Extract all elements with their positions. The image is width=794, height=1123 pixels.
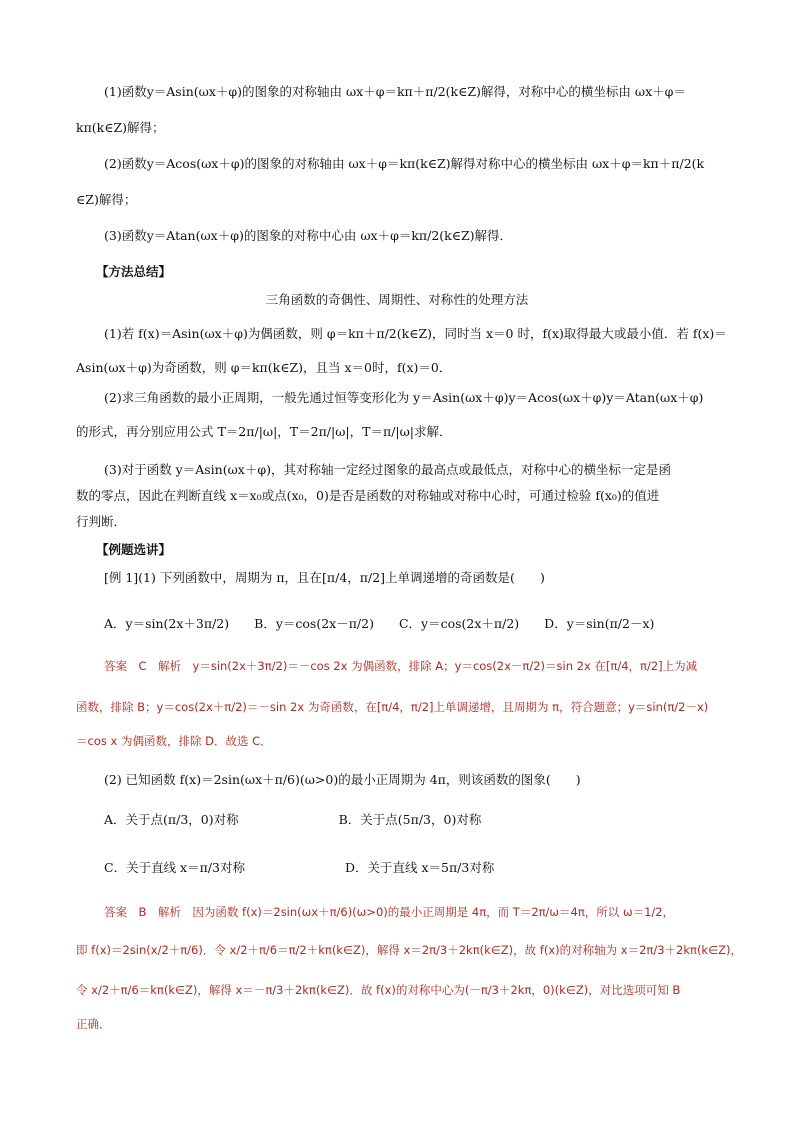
section-heading-method-summary: 【方法总结】 (96, 264, 172, 279)
example-2-answer-line3: 令 x/2＋π/6＝kπ(k∈Z)，解得 x＝－π/3＋2kπ(k∈Z)．故 f(x)的对称中心为(－π/3＋2kπ，0)(k∈Z)，对比选项可知 B (76, 983, 681, 997)
example-2-answer-line1: 答案 B 解析 因为函数 f(x)＝2sin(ωx＋π/6)(ω>0)的最小正周期是 4π，而 T＝2π/ω＝4π，所以 ω＝1/2， (104, 905, 675, 919)
example-2-answer-line2: 即 f(x)＝2sin(x/2＋π/6)．令 x/2＋π/6＝π/2＋kπ(k∈Z)，解得 x＝2π/3＋2kπ(k∈Z)，故 f(x)的对称轴为 x＝2π/3＋2kπ(k∈Z)， (76, 943, 742, 957)
method-item-3-line2: 数的零点，因此在判断直线 x＝x₀或点(x₀，0)是否是函数的对称轴或对称中心时，可通过检验 f(x₀)的值进 (76, 488, 660, 503)
example-1-answer-line3: ＝cos x 为偶函数，排除 D．故选 C． (76, 734, 272, 748)
example-2-answer-line4: 正确． (76, 1017, 111, 1031)
method-summary-title: 三角函数的奇偶性、周期性、对称性的处理方法 (265, 292, 529, 307)
example-1-options: A．y＝sin(2x＋3π/2) B．y＝cos(2x－π/2) C．y＝cos(2x＋π/2) D．y＝sin(π/2－x) (104, 616, 655, 631)
example-1-question: [例 1](1) 下列函数中，周期为 π，且在[π/4，π/2]上单调递增的奇函数是( ) (104, 570, 545, 585)
method-item-1-line2: Asin(ωx＋φ)为奇函数，则 φ＝kπ(k∈Z)，且当 x＝0时，f(x)＝0． (76, 360, 452, 375)
method-item-3-line3: 行判断． (76, 514, 127, 529)
paragraph-axis-sin-line2: kπ(k∈Z)解得； (76, 120, 165, 135)
example-1-answer-line2: 函数，排除 B；y＝cos(2x＋π/2)＝－sin 2x 为奇函数，在[π/4，π/2]上单调递增，且周期为 π，符合题意；y＝sin(π/2－x) (76, 700, 709, 714)
method-item-3-line1: (3)对于函数 y＝Asin(ωx＋φ)，其对称轴一定经过图象的最高点或最低点，对称中心的横坐标一定是函 (104, 462, 671, 477)
example-2-options-cd: C．关于直线 x＝π/3对称 D．关于直线 x＝5π/3对称 (104, 860, 495, 875)
method-item-2-line1: (2)求三角函数的最小正周期，一般先通过恒等变形化为 y＝Asin(ωx＋φ)y＝Acos(ωx＋φ)y＝Atan(ωx＋φ) (104, 390, 704, 405)
paragraph-axis-cos-line2: ∈Z)解得； (76, 192, 137, 207)
paragraph-axis-sin-line1: (1)函数y＝Asin(ωx＋φ)的图象的对称轴由 ωx＋φ＝kπ＋π/2(k∈Z)解得，对称中心的横坐标由 ωx＋φ＝ (104, 84, 686, 99)
method-item-1-line1: (1)若 f(x)＝Asin(ωx＋φ)为偶函数，则 φ＝kπ＋π/2(k∈Z)，同时当 x＝0 时，f(x)取得最大或最小值．若 f(x)＝ (104, 326, 727, 341)
paragraph-axis-cos-line1: (2)函数y＝Acos(ωx＋φ)的图象的对称轴由 ωx＋φ＝kπ(k∈Z)解得对称中心的横坐标由 ωx＋φ＝kπ＋π/2(k (104, 156, 705, 171)
paragraph-center-tan: (3)函数y＝Atan(ωx＋φ)的图象的对称中心由 ωx＋φ＝kπ/2(k∈Z)解得． (104, 228, 513, 243)
example-2-question: (2) 已知函数 f(x)＝2sin(ωx＋π/6)(ω>0)的最小正周期为 4π，则该函数的图象( ) (104, 772, 581, 787)
method-item-2-line2: 的形式，再分别应用公式 T＝2π/|ω|，T＝2π/|ω|，T＝π/|ω|求解． (76, 424, 452, 439)
section-heading-examples: 【例题选讲】 (96, 542, 172, 557)
example-2-options-ab: A．关于点(π/3，0)对称 B．关于点(5π/3，0)对称 (104, 812, 482, 827)
example-1-answer-line1: 答案 C 解析 y＝sin(2x＋3π/2)＝－cos 2x 为偶函数，排除 A；y＝cos(2x－π/2)＝sin 2x 在[π/4，π/2]上为减 (104, 659, 698, 673)
